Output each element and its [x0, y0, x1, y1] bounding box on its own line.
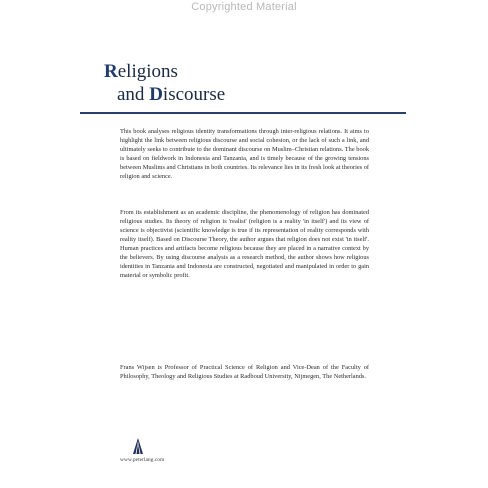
title-divider-rule [80, 112, 406, 114]
author-bio-paragraph: Frans Wijsen is Professor of Practical Science of Religion and Vice-Dean of the Faculty of Philosophy, Theology and Religious Studies at Radboud University, Nijmegen, The Netherlands. [120, 364, 369, 381]
title-line-1 [104, 60, 225, 83]
title-line-2 [104, 83, 225, 106]
publisher-url: www.peterlang.com [120, 457, 165, 463]
title-rest-2: iscourse [162, 84, 226, 105]
title-lead-2: and [117, 84, 150, 105]
blurb-paragraph-1: This book analyses religious identity transformations through inter-religious relations. It aims to highlight the link between religious discourse and social cohesion, or the lack of such a link, and ultimately seeks to contribute to the dominant discourse on Muslim–Christian relations. The book is based on fieldwork in Indonesia and Tanzania, and is timely because of the growing tensions between Muslims and Christians in both countries. Its relevance lies in its fresh look at theories of religion and science. [120, 128, 369, 181]
watermark-text: Copyrighted Material [191, 1, 297, 13]
title-rest-1: eligions [117, 61, 178, 82]
peter-lang-lighthouse-icon [127, 438, 149, 454]
book-title [104, 60, 225, 106]
title-initial-r: R [104, 61, 118, 82]
blurb-paragraph-2: From its establishment as an academic discipline, the phenomenology of religion has dominated religious studies. Its theory of religion is 'realist' (religion is a reality 'in itself') and its view of science is objectivist (scientific knowledge is true if its representation of reality corresponds with reality itself). Based on Discourse Theory, the author argues that religion does not exist 'in itself'. Human practices and artifacts become religious because they are placed in a narrative context by the believers. By using discourse analysis as a research method, the author shows how religious identities in Tanzania and Indonesia are constructed, negotiated and manipulated in order to gain material or symbolic profit. [120, 209, 369, 280]
title-initial-d: D [149, 84, 163, 105]
